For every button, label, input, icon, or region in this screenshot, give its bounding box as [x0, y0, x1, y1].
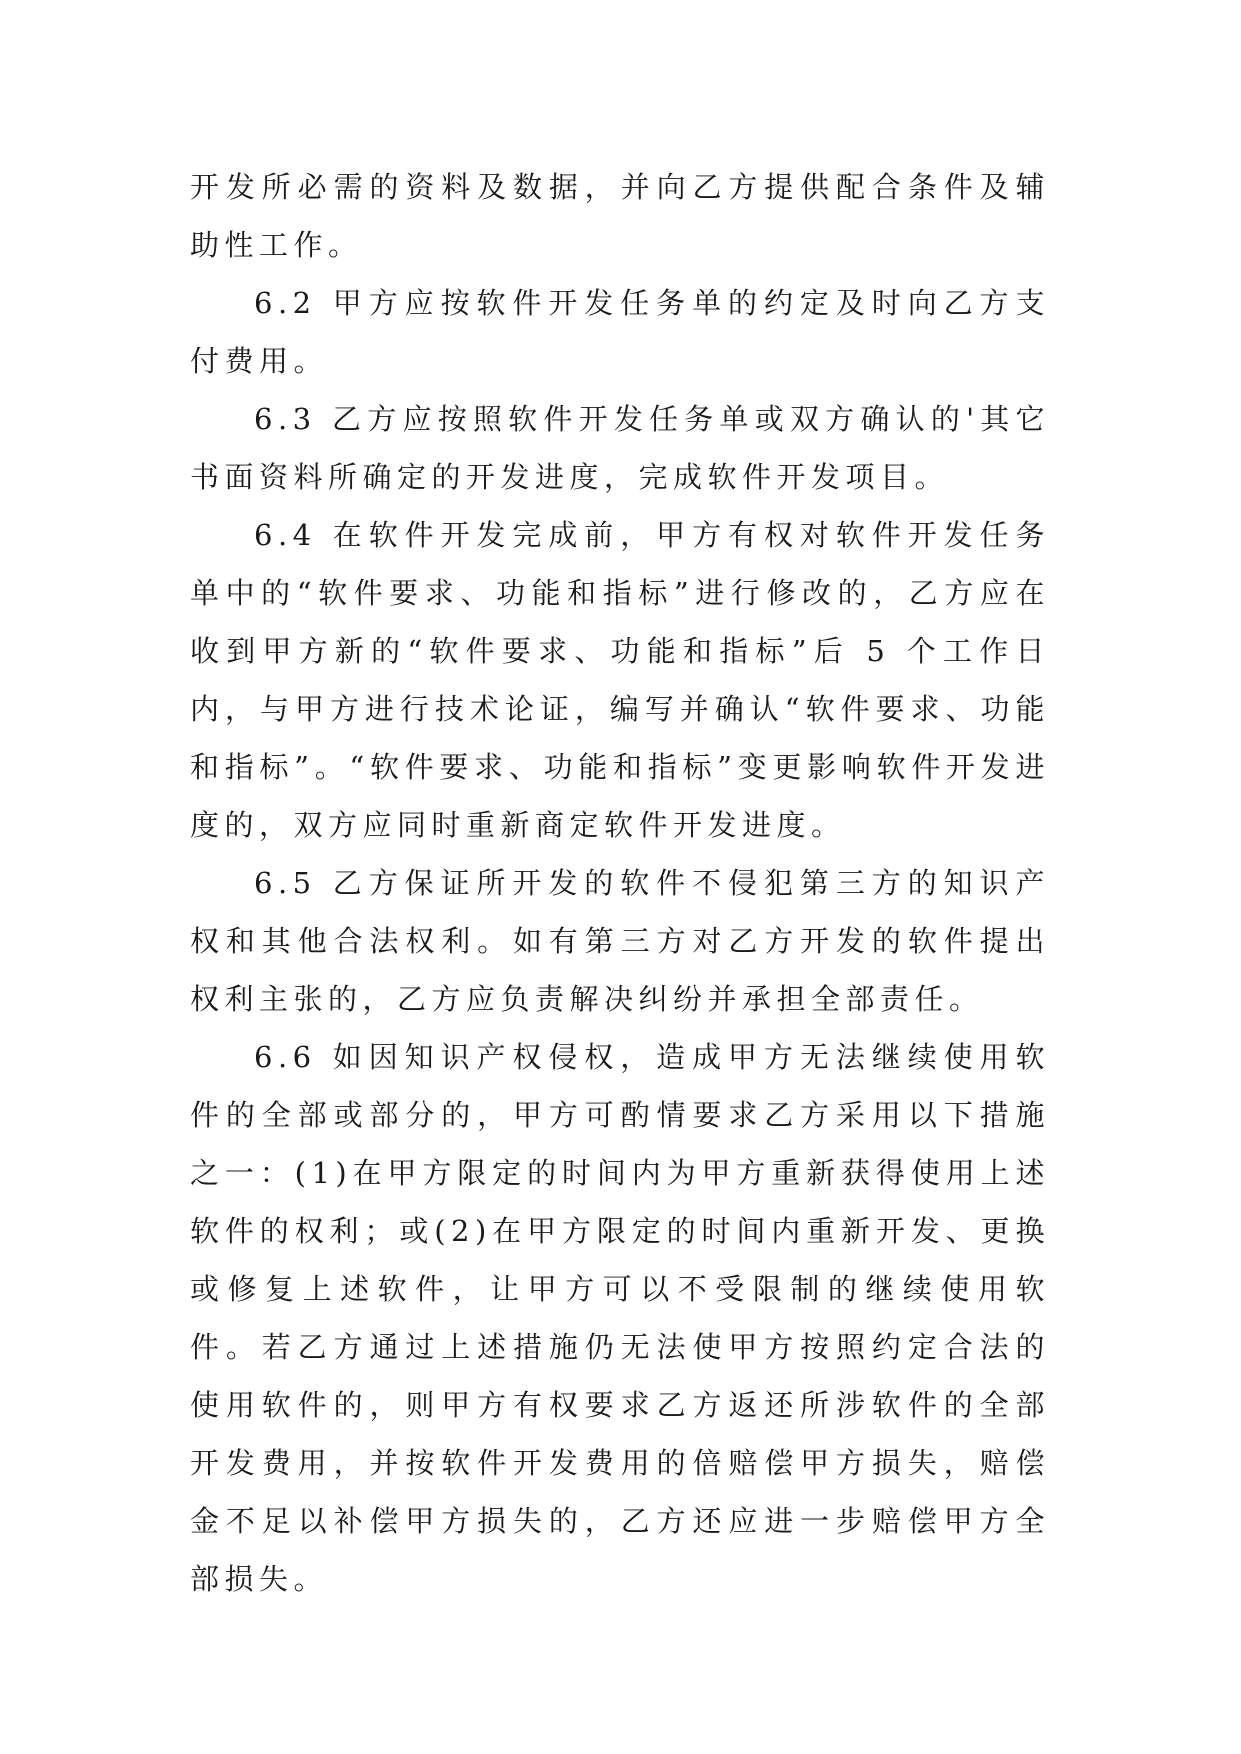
document-body — [190, 158, 1050, 1608]
paragraph-clause-6-2: 6.2 甲方应按软件开发任务单的约定及时向乙方支付费用。 — [190, 286, 1050, 378]
paragraph-clause-6-4: 6.4 在软件开发完成前，甲方有权对软件开发任务单中的“软件要求、功能和指标”进行修改的，乙方应在收到甲方新的“软件要求、功能和指标”后 5 个工作日内，与甲方进行技术论证，编写并确认“软件要求、功能和指标”。“软件要求、功能和指标”变更影响软件开发进度的，双方应同时重新商定软件开发进度。 — [190, 518, 1050, 842]
paragraph-clause-6-5: 6.5 乙方保证所开发的软件不侵犯第三方的知识产权和其他合法权利。如有第三方对乙方开发的软件提出权利主张的，乙方应负责解决纠纷并承担全部责任。 — [190, 866, 1050, 1016]
paragraph-clause-6-3: 6.3 乙方应按照软件开发任务单或双方确认的'其它书面资料所确定的开发进度，完成软件开发项目。 — [190, 402, 1050, 494]
paragraph-clause-6-6: 6.6 如因知识产权侵权，造成甲方无法继续使用软件的全部或部分的，甲方可酌情要求乙方采用以下措施之一：(1)在甲方限定的时间内为甲方重新获得使用上述软件的权利；或(2)在甲方限定的时间内重新开发、更换或修复上述软件，让甲方可以不受限制的继续使用软件。若乙方通过上述措施仍无法使甲方按照约定合法的使用软件的，则甲方有权要求乙方返还所涉软件的全部开发费用，并按软件开发费用的倍赔偿甲方损失，赔偿金不足以补偿甲方损失的，乙方还应进一步赔偿甲方全部损失。 — [190, 1040, 1050, 1596]
paragraph-continuation: 开发所必需的资料及数据，并向乙方提供配合条件及辅助性工作。 — [190, 170, 1050, 262]
